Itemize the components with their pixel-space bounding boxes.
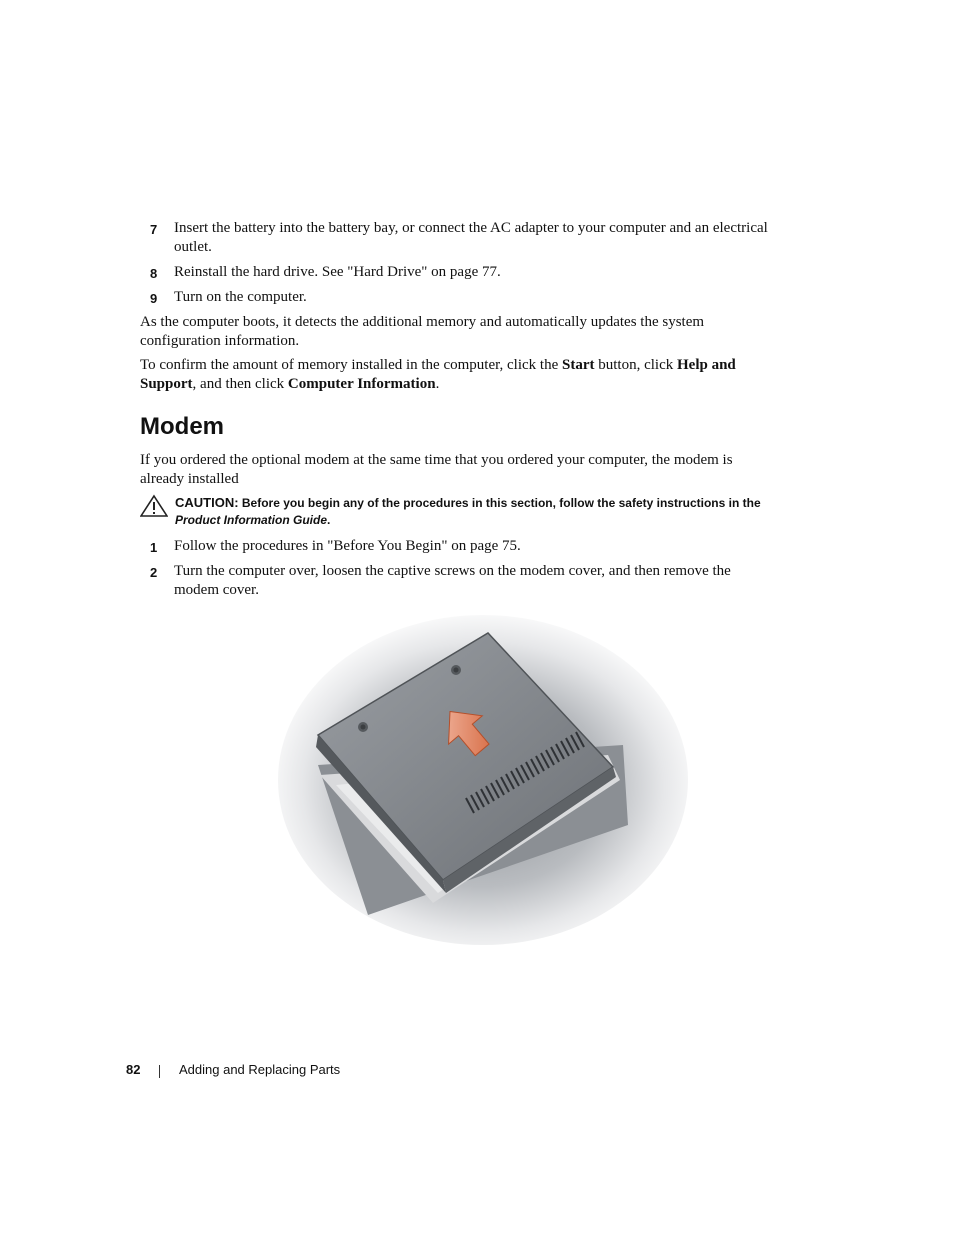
step-text: Follow the procedures in "Before You Begin" on page 75. bbox=[174, 538, 521, 554]
step-number: 2 bbox=[150, 565, 158, 580]
paragraph-modem: If you ordered the optional modem at the same time that you ordered your computer, the modem is already installed bbox=[140, 452, 733, 487]
section-heading: Modem bbox=[140, 413, 224, 440]
footer-divider bbox=[159, 1065, 160, 1078]
step-number: 8 bbox=[150, 266, 158, 281]
text-run: , and then click bbox=[192, 376, 288, 392]
caution-notice bbox=[140, 494, 770, 529]
paragraph-confirm-memory bbox=[140, 356, 770, 394]
product-guide-title: Product Information Guide bbox=[175, 513, 327, 527]
step-text: Turn on the computer. bbox=[174, 289, 307, 305]
help-support-label: Help and Support bbox=[140, 357, 736, 392]
modem-cover-illustration bbox=[278, 615, 688, 945]
step-7 bbox=[150, 219, 770, 257]
step-number: 1 bbox=[150, 540, 158, 555]
start-label: Start bbox=[562, 357, 595, 373]
step-text: Reinstall the hard drive. See "Hard Drive" on page 77. bbox=[174, 264, 501, 280]
caution-text bbox=[175, 494, 770, 529]
text-run: . bbox=[435, 376, 440, 392]
page-number: 82 bbox=[126, 1062, 141, 1077]
caution-body: Before you begin any of the procedures in this section, follow the safety instructions in the bbox=[241, 496, 761, 510]
step-number: 7 bbox=[150, 222, 158, 237]
text-run: button, click bbox=[594, 357, 677, 373]
caution-end: . bbox=[327, 513, 331, 527]
step-1 bbox=[150, 537, 770, 556]
section-title: Adding and Replacing Parts bbox=[179, 1062, 341, 1077]
step-number: 9 bbox=[150, 291, 158, 306]
step-text: Insert the battery into the battery bay, or connect the AC adapter to your computer and an electrical outlet. bbox=[174, 220, 768, 255]
step-8 bbox=[150, 263, 770, 282]
step-9 bbox=[150, 288, 770, 307]
caution-label: CAUTION: bbox=[175, 495, 239, 510]
computer-information-label: Computer Information bbox=[287, 376, 436, 392]
step-text: Turn the computer over, loosen the captive screws on the modem cover, and then remove the modem cover. bbox=[174, 563, 731, 598]
step-2 bbox=[150, 562, 770, 600]
text-run: To confirm the amount of memory installed in the computer, click the bbox=[140, 357, 562, 373]
paragraph-boot: As the computer boots, it detects the additional memory and automatically updates the system configuration information. bbox=[140, 314, 705, 349]
warning-triangle-icon bbox=[140, 494, 168, 518]
